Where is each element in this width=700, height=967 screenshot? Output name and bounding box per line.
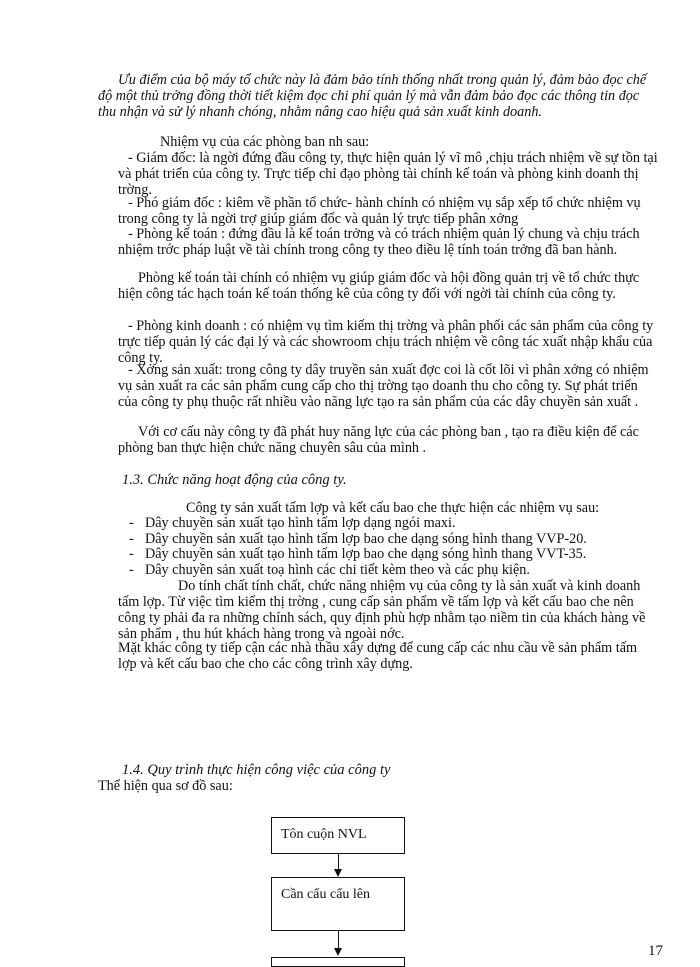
production-line-list	[125, 516, 665, 578]
director-duty: - Giám đốc: là ngời đứng đầu công ty, thực hiện quản lý vĩ mô ,chịu trách nhiệm về sự tồn tại và phát triển của công ty. Trực tiếp chỉ đạo phòng tài chính kế toán và phòng kinh doanh thị trờng.	[118, 150, 658, 198]
flow-arrow-down-icon	[334, 948, 342, 956]
flow-arrow-line	[338, 854, 339, 870]
flow-step-label: Cần cẩu cẩu lên	[281, 887, 371, 902]
section-1-4-heading: 1.4. Quy trình thực hiện công việc của công ty	[122, 762, 391, 778]
section-1-4-intro: Thể hiện qua sơ đồ sau:	[98, 778, 233, 794]
business-paragraph: Do tính chất tính chất, chức năng nhiệm vụ của công ty là sản xuất và kinh doanh tấm lợp. Từ việc tìm kiếm thị trờng , cung cấp sản phẩm về tấm lợp và kết cấu bao che nên công ty phải đa ra những chính sách, quy định phù hợp nhằm tạo niềm tin của khách hàng về sản phẩm , thu hút khách hàng trong và ngoài nớc.	[118, 578, 646, 642]
section-1-3-heading: 1.3. Chức năng hoạt động của công ty.	[122, 472, 347, 488]
flow-arrow-down-icon	[334, 869, 342, 877]
duties-conclusion: Với cơ cấu này công ty đã phát huy năng lực của các phòng ban , tạo ra điều kiện để các phòng ban thực hiện chức năng chuyên sâu của mình .	[118, 424, 639, 456]
flow-arrow-line	[338, 931, 339, 949]
advantage-paragraph: Ưu điểm của bộ máy tổ chức này là đảm bảo tính thống nhất trong quản lý, đảm bảo đọc chế độ một thủ trởng đồng thời tiết kiệm đọc chi phí quản lý mà vẫn đảm bảo đọc các thông tin đọc thu nhận và sử lý nhanh chóng, nhằm nâng cao hiệu quả sản xuất kinh doanh.	[98, 72, 647, 120]
section-1-3-intro: Công ty sản xuất tấm lợp và kết cấu bao che thực hiện các nhiệm vụ sau:	[186, 500, 600, 516]
flow-step-box-partial	[271, 957, 405, 967]
page-number: 17	[648, 943, 663, 959]
sales-duty: - Phòng kinh doanh : có nhiệm vụ tìm kiếm thị trờng và phân phối các sản phẩm của công ty trực tiếp quản lý các đại lý và các showroom chịu trách nhiệm về công tác xuất nhập khẩu của công ty.	[118, 318, 654, 366]
list-item: - Dây chuyền sản xuất tạo hình tấm lợp dạng ngói maxi.	[125, 516, 665, 532]
flow-step-box	[271, 877, 405, 931]
flow-step-box	[271, 817, 405, 854]
accounting-duty: - Phòng kế toán : đứng đầu là kế toán trởng và có trách nhiệm quản lý chung và chịu trách nhiệm trớc pháp luật về tài chính trong công ty theo điều lệ tính toán trởng đã ban hành.	[118, 226, 640, 258]
vice-director-duty: - Phó giám đốc : kiêm về phần tổ chức- hành chính có nhiệm vụ sắp xếp tổ chức nhiệm vụ trong công ty là ngời trợ giúp giám đốc và quản lý trực tiếp phân xởng	[118, 195, 641, 227]
duties-intro: Nhiệm vụ của các phòng ban nh sau:	[160, 134, 370, 150]
list-item: - Dây chuyền sản xuất toạ hình các chi tiết kèm theo và các phụ kiện.	[125, 563, 665, 579]
finance-duty: Phòng kế toán tài chính có nhiệm vụ giúp giám đốc và hội đồng quản trị về tổ chức thực hiện công tác hạch toán kế toán thống kê của công ty đối với ngời tài chính của công ty.	[118, 270, 640, 302]
list-item: - Dây chuyền sản xuất tạo hình tấm lợp bao che dạng sóng hình thang VVP-20.	[125, 532, 665, 548]
workshop-duty: - Xởng sản xuất: trong công ty dây truyền sản xuất đợc coi là cốt lõi vì phân xởng có nhiệm vụ sản xuất ra các sản phẩm cung cấp cho thị trờng tạo doanh thu cho công ty. Sự phát triển của công ty phụ thuộc rất nhiều vào năng lực tạo ra sản phẩm của các dây chuyền sản xuất .	[118, 362, 649, 410]
flow-step-label: Tôn cuộn NVL	[281, 827, 367, 842]
contractor-paragraph: Mặt khác công ty tiếp cận các nhà thầu xây dựng để cung cấp các nhu cầu về sản phẩm tấm lợp và kết cấu bao che cho các công trình xây dựng.	[118, 640, 638, 672]
list-item: - Dây chuyền sản xuất tạo hình tấm lợp bao che dạng sóng hình thang VVT-35.	[125, 547, 665, 563]
